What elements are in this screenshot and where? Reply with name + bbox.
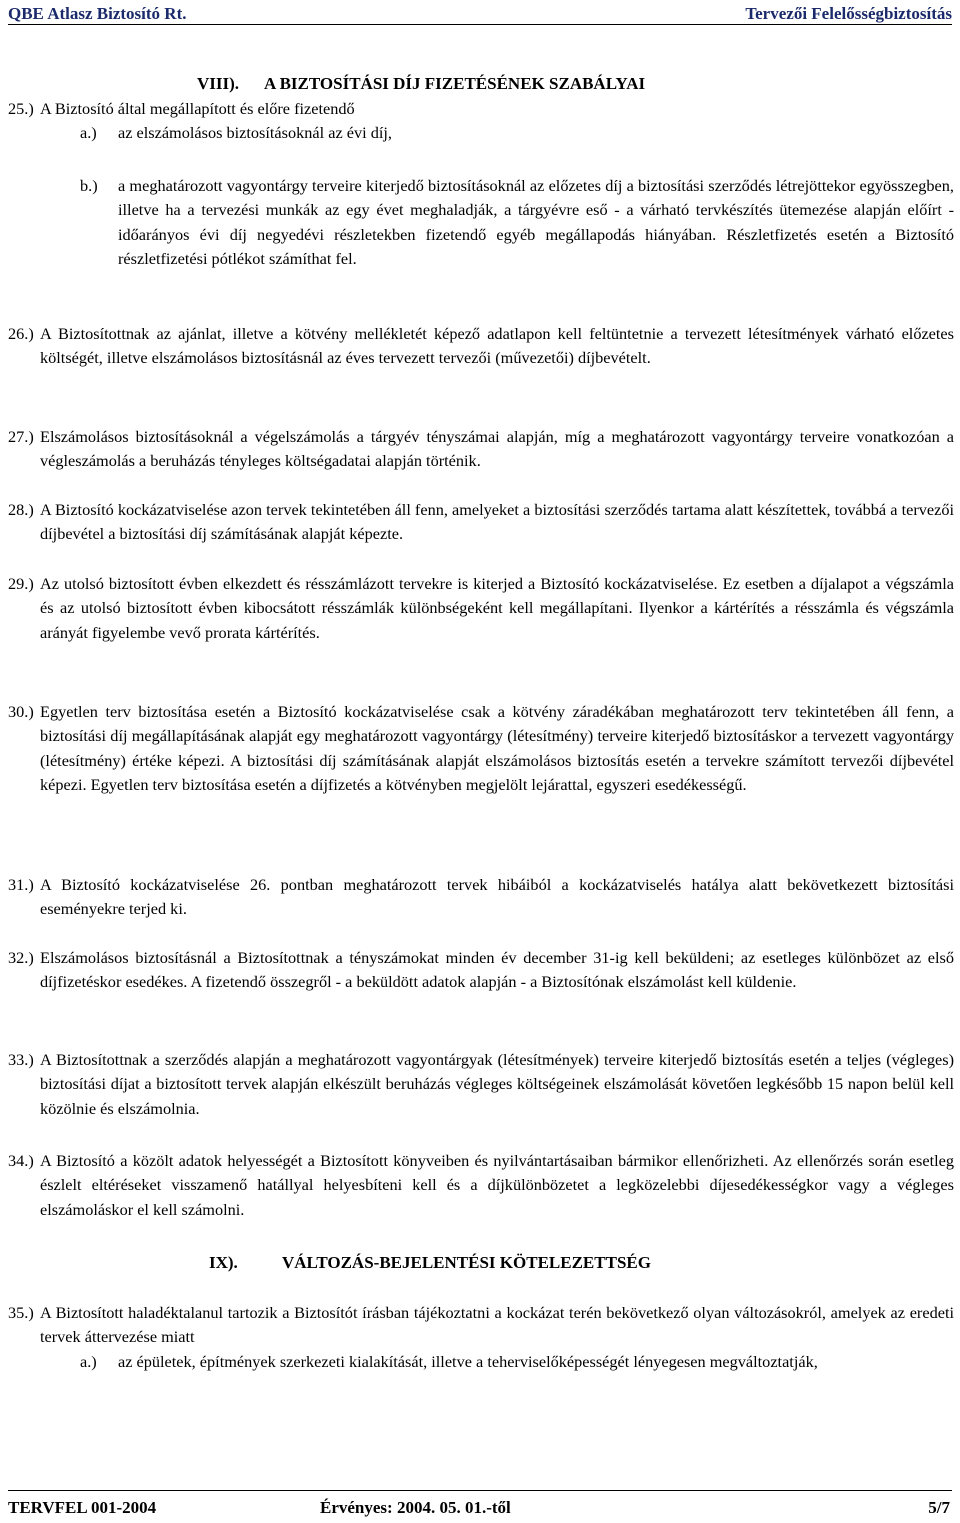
clause-text: Elszámolásos biztosításnál a Biztosítottnak a tényszámokat minden év december 31-ig kell beküldeni; az esetleges különbözet az első díjfizetéskor esedékes. A fizetendő összegről - a beküldött adatok alapján - a Biztosítónak elszámolást kell küldenie. [40, 948, 954, 992]
clause-31 [8, 873, 954, 922]
footer-validity: Érvényes: 2004. 05. 01.-től [320, 1498, 511, 1517]
clause-number: 27.) [8, 427, 34, 446]
clause-text: Az utolsó biztosított évben elkezdett és résszámlázott tervekre is kiterjed a Biztosító kockázatviselése. Ez esetben a díjalapot a végszámla és az utolsó biztosított évben kibocsátott résszámlák különbségeként kell megállapítani. Ilyenkor a kártérítés a résszámla és végszámla arányát figyelembe vevő prorata kártérítés. [40, 574, 954, 642]
item-letter: b.) [80, 176, 98, 195]
footer-page-number: 5/7 [928, 1498, 950, 1517]
clause-number: 30.) [8, 702, 34, 721]
clause-number: 29.) [8, 574, 34, 593]
clause-28 [8, 498, 954, 547]
clause-text: A Biztosítottnak az ajánlat, illetve a kötvény mellékletét képező adatlapon kell feltüntetnie a tervezett létesítmények várható előzetes költségét, illetve elszámolásos biztosításnál az éves tervezett tervezői (művezetői) díjbevételt. [40, 324, 954, 368]
clause-29 [8, 572, 954, 645]
item-text: az épületek, építmények szerkezeti kialakítását, illetve a teherviselőképességét lényegesen megváltoztatják, [118, 1352, 818, 1371]
section-title: VÁLTOZÁS-BEJELENTÉSI KÖTELEZETTSÉG [282, 1253, 651, 1272]
clause-number: 31.) [8, 875, 34, 894]
item-letter: a.) [80, 123, 97, 142]
section-title: A BIZTOSÍTÁSI DÍJ FIZETÉSÉNEK SZABÁLYAI [264, 74, 646, 93]
clause-number: 32.) [8, 948, 34, 967]
page-header [0, 0, 960, 26]
clause-text: Elszámolásos biztosításoknál a végelszámolás a tárgyév tényszámai alapján, míg a meghatározott vagyontárgy terveire vonatkozóan a végleszámolás a beruházás tényleges költségadatai alapján történik. [40, 427, 954, 471]
clause-text: A Biztosító kockázatviselése azon tervek tekintetében áll fenn, amelyeket a biztosítási szerződés tartama alatt készítettek, továbbá a tervezői díjbevétel a biztosítási díj számításának alapját képezte. [40, 500, 954, 544]
item-text: az elszámolásos biztosításoknál az évi díj, [118, 123, 392, 142]
header-product: Tervezői Felelősségbiztosítás [745, 4, 952, 23]
clause-text: A Biztosítottnak a szerződés alapján a meghatározott vagyontárgyak (létesítmények) terveire kiterjedő biztosítás esetén a teljes (végleges) biztosítási díjat a biztosított tervek alapján elkészült beruházás végleges költségeinek elszámolását követően legkésőbb 15 napon belül kell közölnie és elszámolnia. [40, 1050, 954, 1118]
item-letter: a.) [80, 1352, 97, 1371]
clause-number: 34.) [8, 1151, 34, 1170]
clause-25-b [80, 174, 954, 272]
clause-34 [8, 1149, 954, 1222]
clause-text: A Biztosító kockázatviselése 26. pontban meghatározott tervek hibáiból a kockázatviselés hatálya alatt bekövetkezett biztosítási eseményekre terjed ki. [40, 875, 954, 919]
clause-text: A Biztosító a közölt adatok helyességét a Biztosított könyveiben és nyilvántartásaiban bármikor ellenőrizheti. Az ellenőrzés során esetleg észlelt eltéréseket visszamenő hatállyal helyesbíteni kell és a díjkülönbözetet a legközelebbi díjesedékességkor vagy a végleges elszámoláskor el kell számolni. [40, 1151, 954, 1219]
clause-number: 26.) [8, 324, 34, 343]
footer-doc-code: TERVFEL 001-2004 [8, 1498, 157, 1517]
section-number: IX). [209, 1253, 238, 1272]
clause-32 [8, 946, 954, 995]
section-number: VIII). [197, 74, 240, 93]
clause-25 [8, 97, 954, 121]
clause-35 [8, 1301, 954, 1350]
clause-30 [8, 700, 954, 798]
clause-number: 28.) [8, 500, 34, 519]
item-text: a meghatározott vagyontárgy terveire kiterjedő biztosításoknál az előzetes díj a biztosítási szerződés létrejöttekor egyösszegben, illetve ha a tervezési munkák az egy évet meghaladják, a tárgyévre eső - a várható tervkészítés ütemezése alapján előírt - időarányos évi díj negyedévi részletekben fizetendő egyéb megállapodás hiányában. Részletfizetés esetén a Biztosító részletfizetési pótlékot számíthat fel. [118, 176, 954, 269]
header-company: QBE Atlasz Biztosító Rt. [8, 4, 187, 23]
clause-text: A Biztosító által megállapított és előre fizetendő [40, 99, 355, 118]
clause-33 [8, 1048, 954, 1121]
footer-rule [8, 1490, 952, 1491]
clause-35-a [80, 1350, 954, 1374]
clause-26 [8, 322, 954, 371]
header-rule [8, 24, 952, 25]
clause-27 [8, 425, 954, 474]
clause-text: A Biztosított haladéktalanul tartozik a Biztosítót írásban tájékoztatni a kockázat terén bekövetkező olyan változásokról, amelyek az eredeti tervek áttervezése miatt [40, 1303, 954, 1347]
clause-number: 33.) [8, 1050, 34, 1069]
clause-25-a [80, 121, 954, 145]
clause-number: 25.) [8, 99, 34, 118]
clause-number: 35.) [8, 1303, 34, 1322]
clause-text: Egyetlen terv biztosítása esetén a Biztosító kockázatviselése csak a kötvény záradékában meghatározott terv tekintetében áll fenn, a biztosítási díj megállapításának alapját egy meghatározott vagyontárgy (létesítmény) terveire kiterjedő biztosításkor a tervezett vagyontárgy (létesítmény) értéke képezi. A biztosítási díj számításának alapját elszámolásos biztosítás esetén a tervekre számított tervezői díjbevétel képezi. Egyetlen terv biztosítása esetén a díjfizetés a kötvényben megjelölt lejárattal, egyszeri esedékességű. [40, 702, 954, 795]
